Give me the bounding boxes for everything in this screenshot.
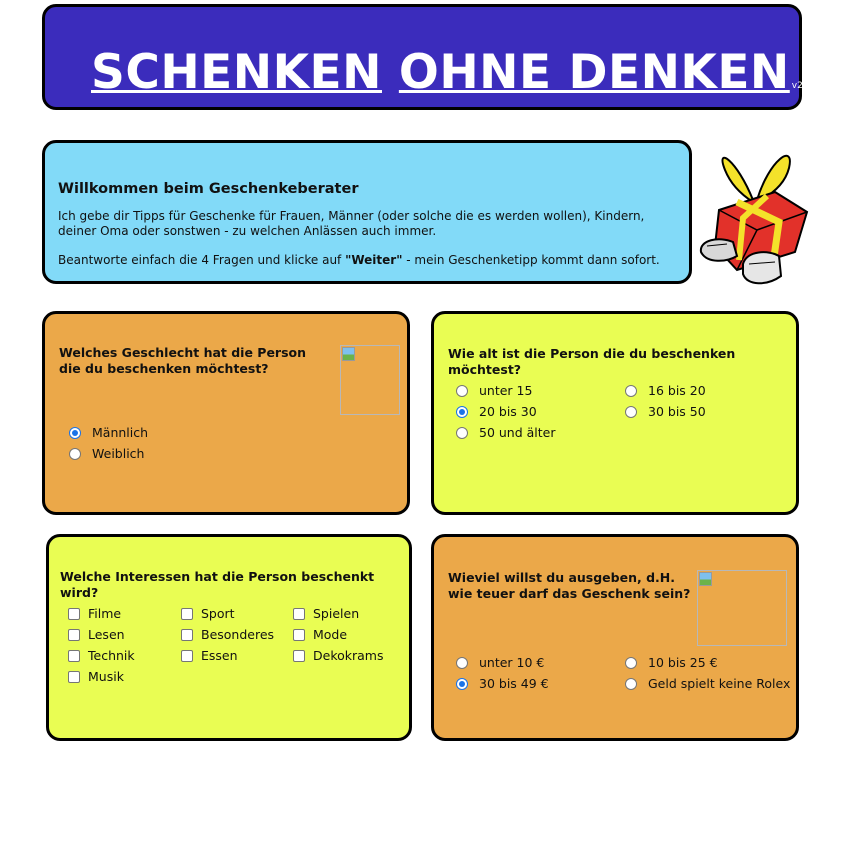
gender-image-placeholder <box>340 345 400 415</box>
interest-technik-label: Technik <box>88 648 135 663</box>
interest-dekokrams-label: Dekokrams <box>313 648 384 663</box>
instructions-text-1: Beantworte einfach die 4 Fragen und klicke auf <box>58 253 346 267</box>
age-option-under-15-label: unter 15 <box>479 383 533 398</box>
checkbox-sport[interactable] <box>181 608 193 620</box>
interest-spielen-label: Spielen <box>313 606 360 621</box>
checkbox-mode[interactable] <box>293 629 305 641</box>
interest-sport[interactable] <box>181 606 235 621</box>
instructions-text-2: - mein Geschenketipp kommt dann sofort. <box>402 253 660 267</box>
gender-panel <box>42 311 410 515</box>
interest-mode-label: Mode <box>313 627 348 642</box>
interest-filme[interactable] <box>68 606 121 621</box>
radio-no-limit[interactable] <box>625 678 637 690</box>
budget-panel <box>431 534 799 741</box>
age-option-20-30-label: 20 bis 30 <box>479 404 537 419</box>
checkbox-essen[interactable] <box>181 650 193 662</box>
gender-option-female[interactable] <box>69 446 144 461</box>
radio-16-20[interactable] <box>625 385 637 397</box>
interest-musik-label: Musik <box>88 669 124 684</box>
welcome-box <box>42 140 692 284</box>
budget-option-no-limit-label: Geld spielt keine Rolex <box>648 676 791 691</box>
radio-female[interactable] <box>69 448 81 460</box>
welcome-intro: Ich gebe dir Tipps für Geschenke für Frauen, Männer (oder solche die es werden wollen), Kindern, deiner Oma oder sonstwen - zu welchen Anlässen auch immer. <box>58 209 645 238</box>
title-part-1: SCHENKEN <box>91 45 382 100</box>
age-question: Wie alt ist die Person die du beschenken möchtest? <box>448 346 736 377</box>
radio-10-25[interactable] <box>625 657 637 669</box>
interest-essen-label: Essen <box>201 648 238 663</box>
title-part-2: OHNE DENKEN <box>398 45 790 100</box>
budget-option-30-49[interactable] <box>456 676 549 691</box>
age-option-50-plus[interactable] <box>456 425 556 440</box>
interest-musik[interactable] <box>68 669 124 684</box>
age-option-under-15[interactable] <box>456 383 532 398</box>
interest-sport-label: Sport <box>201 606 235 621</box>
interest-lesen-label: Lesen <box>88 627 125 642</box>
checkbox-dekokrams[interactable] <box>293 650 305 662</box>
welcome-heading: Willkommen beim Geschenkeberater <box>58 181 359 197</box>
budget-option-10-25[interactable] <box>625 655 718 670</box>
gender-option-female-label: Weiblich <box>92 446 145 461</box>
age-option-50-plus-label: 50 und älter <box>479 425 556 440</box>
checkbox-lesen[interactable] <box>68 629 80 641</box>
age-panel <box>431 311 799 515</box>
interest-besonderes[interactable] <box>181 627 274 642</box>
gift-mascot-icon <box>697 140 815 290</box>
budget-option-under-10[interactable] <box>456 655 544 670</box>
weiter-hint: "Weiter" <box>345 253 403 267</box>
age-option-30-50-label: 30 bis 50 <box>648 404 706 419</box>
checkbox-filme[interactable] <box>68 608 80 620</box>
header-banner <box>42 4 812 110</box>
budget-image-placeholder <box>697 570 787 646</box>
radio-under-10[interactable] <box>456 657 468 669</box>
budget-option-no-limit[interactable] <box>625 676 790 691</box>
interest-filme-label: Filme <box>88 606 122 621</box>
gender-option-male[interactable] <box>69 425 148 440</box>
radio-30-49[interactable] <box>456 678 468 690</box>
gender-option-male-label: Männlich <box>92 425 149 440</box>
checkbox-besonderes[interactable] <box>181 629 193 641</box>
age-option-16-20-label: 16 bis 20 <box>648 383 706 398</box>
radio-50-plus[interactable] <box>456 427 468 439</box>
interest-dekokrams[interactable] <box>293 648 383 663</box>
interest-mode[interactable] <box>293 627 347 642</box>
checkbox-musik[interactable] <box>68 671 80 683</box>
radio-male[interactable] <box>69 427 81 439</box>
interest-spielen[interactable] <box>293 606 359 621</box>
interest-essen[interactable] <box>181 648 238 663</box>
interest-lesen[interactable] <box>68 627 125 642</box>
interest-technik[interactable] <box>68 648 135 663</box>
age-option-16-20[interactable] <box>625 383 706 398</box>
checkbox-technik[interactable] <box>68 650 80 662</box>
radio-under-15[interactable] <box>456 385 468 397</box>
budget-option-10-25-label: 10 bis 25 € <box>648 655 718 670</box>
budget-question: Wieviel willst du ausgeben, d.H. wie teuer darf das Geschenk sein? <box>448 570 691 601</box>
radio-30-50[interactable] <box>625 406 637 418</box>
age-option-30-50[interactable] <box>625 404 706 419</box>
site-title <box>91 45 811 114</box>
gender-question: Welches Geschlecht hat die Person die du beschenken möchtest? <box>59 345 307 376</box>
checkbox-spielen[interactable] <box>293 608 305 620</box>
interest-besonderes-label: Besonderes <box>201 627 275 642</box>
radio-20-30[interactable] <box>456 406 468 418</box>
interests-panel <box>46 534 412 741</box>
version-label: v2.0 <box>791 81 812 91</box>
interests-question: Welche Interessen hat die Person beschenkt wird? <box>60 569 375 600</box>
budget-option-30-49-label: 30 bis 49 € <box>479 676 549 691</box>
welcome-instructions <box>58 253 683 268</box>
age-option-20-30[interactable] <box>456 404 537 419</box>
budget-option-under-10-label: unter 10 € <box>479 655 545 670</box>
